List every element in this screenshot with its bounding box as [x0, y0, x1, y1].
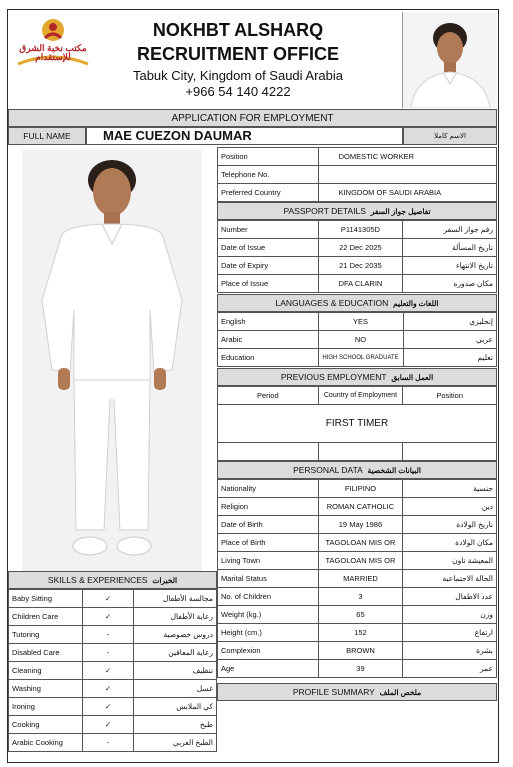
birth-date-label: Date of Birth [218, 516, 319, 534]
check-icon: ✓ [82, 680, 134, 698]
company-phone: +966 54 140 4222 [185, 83, 291, 99]
dash-icon: - [82, 734, 134, 752]
english-value: YES [318, 313, 403, 331]
height-value: 152 [318, 624, 403, 642]
issue-date-ar: تاريخ المسألة [403, 239, 497, 257]
position-header: Position [403, 387, 497, 405]
personal-row [218, 606, 497, 624]
children-value: 3 [318, 588, 403, 606]
application-form [7, 9, 499, 763]
profile-summary-title: PROFILE SUMMARY [292, 687, 375, 697]
personal-row [218, 588, 497, 606]
language-row [218, 313, 497, 331]
personal-title: PERSONAL DATA [293, 465, 363, 475]
personal-title-ar: البيانات الشخصية [367, 465, 421, 475]
employment-title-ar: العمل السابق [391, 372, 434, 382]
skill-arabic-cooking-ar: الطبخ العربي [134, 734, 217, 752]
education-ar: تعليم [403, 349, 497, 367]
english-label: English [218, 313, 319, 331]
skill-row [9, 626, 217, 644]
complexion-ar: بشرة [403, 642, 497, 660]
company-city: Tabuk City, Kingdom of Saudi Arabia [132, 67, 344, 83]
issue-place-ar: مكان صدوره [403, 275, 497, 293]
skill-children-care-ar: رعاية الأطفال [134, 608, 217, 626]
complexion-value: BROWN [318, 642, 403, 660]
weight-value: 65 [318, 606, 403, 624]
preferred-country-label: Preferred Country [218, 184, 319, 202]
personal-table [217, 479, 497, 678]
passport-table [217, 220, 497, 293]
skill-cleaning: Cleaning [9, 662, 83, 680]
religion-label: Religion [218, 498, 319, 516]
skill-washing-ar: غسل [134, 680, 217, 698]
telephone-label: Telephone No. [218, 166, 319, 184]
religion-ar: دين [403, 498, 497, 516]
skill-row [9, 698, 217, 716]
age-label: Age [218, 660, 319, 678]
issue-place-label: Place of Issue [218, 275, 319, 293]
dash-icon: - [82, 644, 134, 662]
passport-number-value: P1141305D [318, 221, 403, 239]
arabic-value: NO [318, 331, 403, 349]
form-title: APPLICATION FOR EMPLOYMENT [8, 109, 497, 127]
basic-details-table [217, 147, 497, 202]
english-ar: إنجليزي [403, 313, 497, 331]
skill-cooking-ar: طبخ [134, 716, 217, 734]
marital-status-value: MARRIED [318, 570, 403, 588]
skill-row [9, 716, 217, 734]
position-value: DOMESTIC WORKER [318, 148, 496, 166]
check-icon: ✓ [82, 716, 134, 734]
issue-date-value: 22 Dec 2025 [318, 239, 403, 257]
check-icon: ✓ [82, 590, 134, 608]
skill-ironing: Ironing [9, 698, 83, 716]
skill-row [9, 644, 217, 662]
personal-row [218, 624, 497, 642]
children-ar: عدد الاطفال [403, 588, 497, 606]
employment-empty-row [218, 443, 497, 461]
passport-row [218, 257, 497, 275]
company-name: NOKHBT ALSHARQ [152, 19, 324, 40]
skill-row [9, 662, 217, 680]
passport-title-ar: تفاصيل جواز السفر [370, 206, 431, 216]
passport-title: PASSPORT DETAILS [283, 206, 366, 216]
marital-status-ar: الحالة الاجتماعية [403, 570, 497, 588]
company-logo [14, 16, 92, 72]
portrait-photo [402, 12, 497, 108]
employment-header-row [218, 387, 497, 405]
living-town-label: Living Town [218, 552, 319, 570]
position-label: Position [218, 148, 319, 166]
skill-ironing-ar: كي الملابس [134, 698, 217, 716]
dash-icon: - [82, 626, 134, 644]
skill-row [9, 734, 217, 752]
complexion-label: Complexion [218, 642, 319, 660]
expiry-date-label: Date of Expiry [218, 257, 319, 275]
check-icon: ✓ [82, 608, 134, 626]
skill-disabled-care: Disabled Care [9, 644, 83, 662]
skills-section-header [8, 571, 217, 589]
languages-title-ar: اللغات والتعليم [392, 298, 439, 308]
personal-row [218, 498, 497, 516]
skills-table [8, 589, 217, 752]
preferred-country-value: KINGDOM OF SAUDI ARABIA [318, 184, 496, 202]
passport-row [218, 275, 497, 293]
passport-row [218, 239, 497, 257]
personal-section-header [217, 461, 497, 479]
logo-arabic-text: مكتب نخبة الشرق للإستقدام [19, 43, 87, 62]
personal-row [218, 480, 497, 498]
empty-cell [318, 443, 403, 461]
skill-baby-sitting-ar: مجالسة الأطفال [134, 590, 217, 608]
languages-table [217, 312, 497, 367]
expiry-date-ar: تاريخ الانتهاء [403, 257, 497, 275]
skill-tutoring: Tutoring [9, 626, 83, 644]
employment-table [217, 386, 497, 461]
skill-row [9, 608, 217, 626]
birth-date-ar: تاريخ الولادة [403, 516, 497, 534]
personal-row [218, 660, 497, 678]
religion-value: ROMAN CATHOLIC [318, 498, 403, 516]
height-ar: ارتفاع [403, 624, 497, 642]
employment-section-header [217, 368, 497, 386]
personal-row [218, 642, 497, 660]
skills-title: SKILLS & EXPERIENCES [47, 575, 148, 585]
empty-cell [218, 443, 319, 461]
telephone-row [218, 166, 497, 184]
weight-ar: وزن [403, 606, 497, 624]
birth-date-value: 19 May 1986 [318, 516, 403, 534]
skill-cooking: Cooking [9, 716, 83, 734]
height-label: Height (cm.) [218, 624, 319, 642]
skill-children-care: Children Care [9, 608, 83, 626]
nationality-label: Nationality [218, 480, 319, 498]
age-ar: عمر [403, 660, 497, 678]
employment-note-row [218, 405, 497, 443]
profile-summary-header [217, 683, 497, 701]
education-label: Education [218, 349, 319, 367]
company-subtitle: RECRUITMENT OFFICE [137, 43, 339, 64]
personal-row [218, 534, 497, 552]
full-body-photo [22, 150, 202, 572]
issue-date-label: Date of Issue [218, 239, 319, 257]
passport-section-header [217, 202, 497, 220]
full-name-label: FULL NAME [8, 127, 86, 145]
birth-place-value: TAGOLOAN MIS OR [318, 534, 403, 552]
issue-place-value: DFA CLARIN [318, 275, 403, 293]
skills-title-ar: الخبرات [152, 575, 178, 585]
living-town-ar: المعيشة تاون [403, 552, 497, 570]
birth-place-label: Place of Birth [218, 534, 319, 552]
skill-washing: Washing [9, 680, 83, 698]
check-icon: ✓ [82, 698, 134, 716]
language-row [218, 349, 497, 367]
marital-status-label: Marital Status [218, 570, 319, 588]
telephone-value [318, 166, 496, 184]
employment-title: PREVIOUS EMPLOYMENT [280, 372, 387, 382]
period-header: Period [218, 387, 319, 405]
personal-row [218, 570, 497, 588]
first-timer-note: FIRST TIMER [218, 405, 497, 443]
skill-row [9, 680, 217, 698]
nationality-ar: جنسية [403, 480, 497, 498]
education-value: HIGH SCHOOL GRADUATE [318, 349, 403, 367]
skill-tutoring-ar: دروس خصوصية [134, 626, 217, 644]
profile-summary-body [217, 701, 497, 761]
expiry-date-value: 21 Dec 2035 [318, 257, 403, 275]
living-town-value: TAGOLOAN MIS OR [318, 552, 403, 570]
personal-row [218, 516, 497, 534]
skill-row [9, 590, 217, 608]
children-label: No. of Children [218, 588, 319, 606]
full-name-value: MAE CUEZON DAUMAR [86, 127, 403, 145]
personal-row [218, 552, 497, 570]
languages-title: LANGUAGES & EDUCATION [275, 298, 389, 308]
skill-arabic-cooking: Arabic Cooking [9, 734, 83, 752]
country-header: Country of Employment [318, 387, 403, 405]
passport-number-label: Number [218, 221, 319, 239]
skill-baby-sitting: Baby Sitting [9, 590, 83, 608]
weight-label: Weight (kg.) [218, 606, 319, 624]
passport-number-ar: رقم جواز السفر [403, 221, 497, 239]
arabic-label: Arabic [218, 331, 319, 349]
birth-place-ar: مكان الولادة [403, 534, 497, 552]
nationality-value: FILIPINO [318, 480, 403, 498]
skill-cleaning-ar: تنظيف [134, 662, 217, 680]
full-name-label-ar: الاسم كاملا [403, 127, 497, 145]
preferred-country-row [218, 184, 497, 202]
age-value: 39 [318, 660, 403, 678]
position-row [218, 148, 497, 166]
empty-cell [403, 443, 497, 461]
check-icon: ✓ [82, 662, 134, 680]
languages-section-header [217, 294, 497, 312]
language-row [218, 331, 497, 349]
profile-summary-title-ar: ملخص الملف [379, 687, 422, 697]
skill-disabled-care-ar: رعاية المعاقين [134, 644, 217, 662]
passport-row [218, 221, 497, 239]
arabic-ar: عربي [403, 331, 497, 349]
